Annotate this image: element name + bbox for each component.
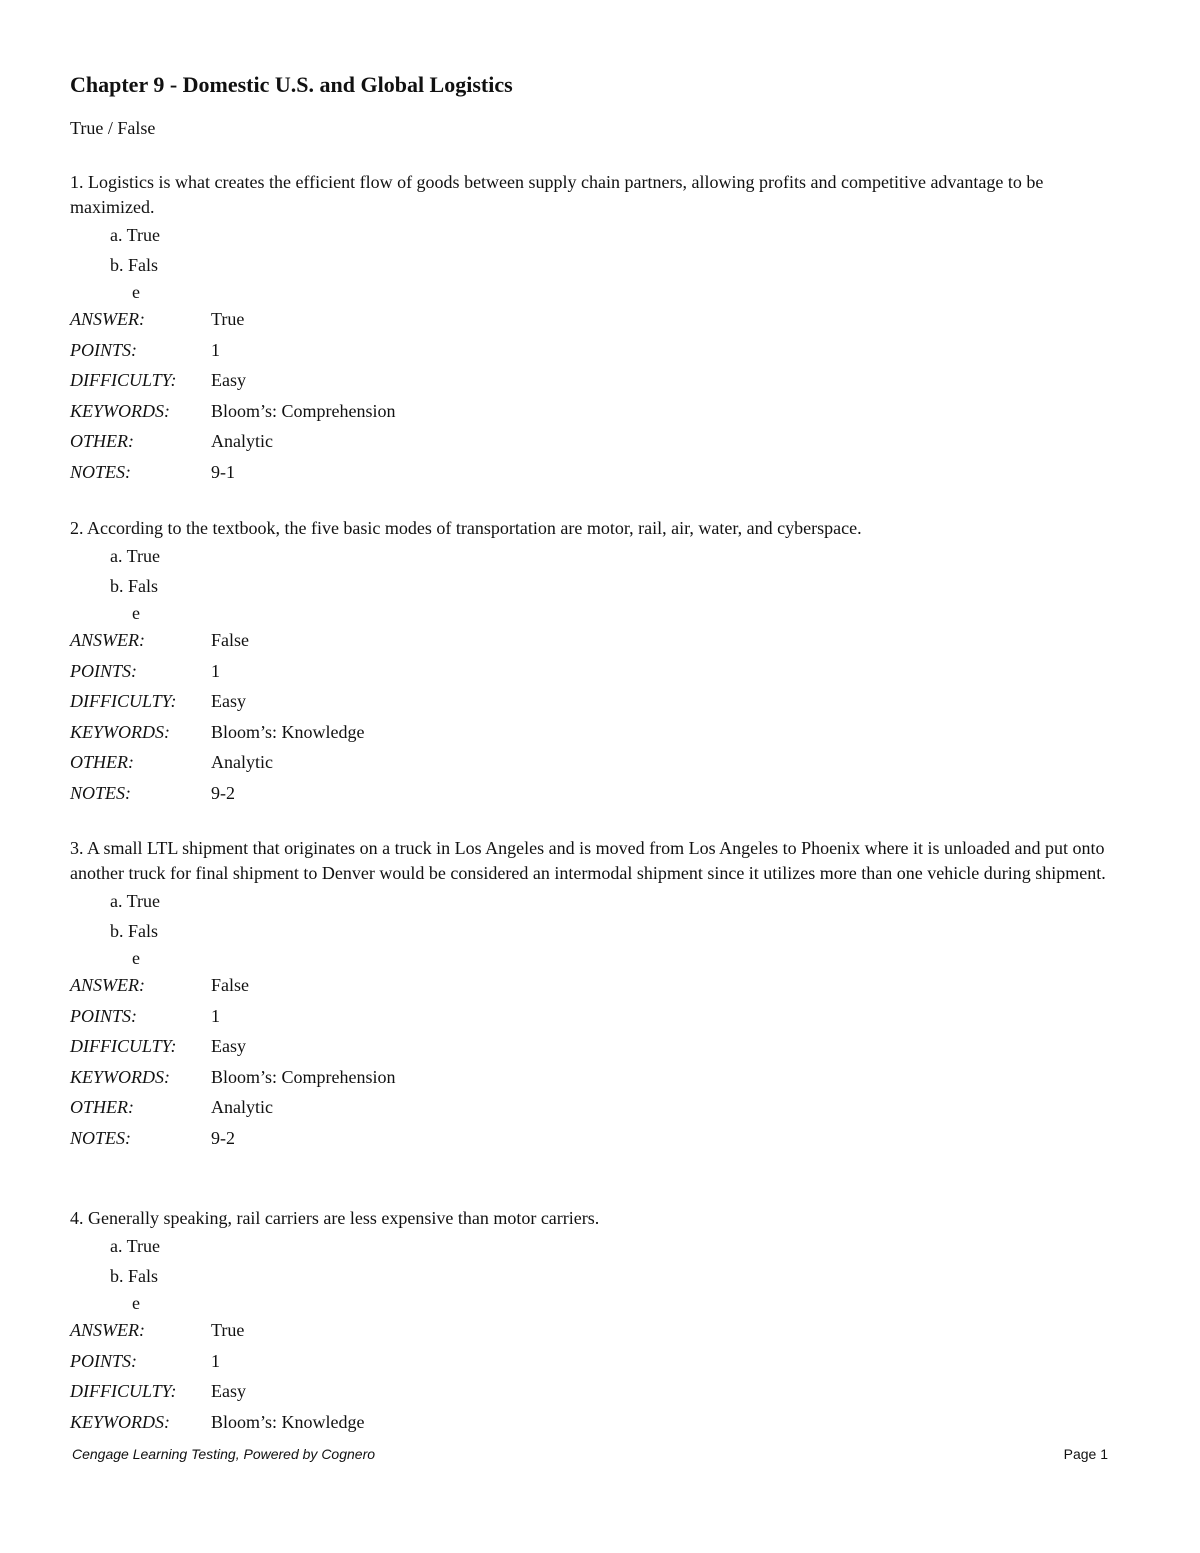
section-heading: True / False — [70, 118, 156, 138]
notes-value: 9-1 — [211, 461, 235, 482]
question-stem: 3. A small LTL shipment that originates on a truck in Los Angeles and is moved from Los Angeles to Phoenix where it is unloaded and put onto another truck for final shipment to Denver would be considered an intermodal shipment since it utilizes more than one vehicle during shipment. — [70, 838, 1106, 883]
answer-value: False — [211, 630, 249, 650]
keywords-label: KEYWORDS: — [70, 721, 170, 742]
question-stem: 4. Generally speaking, rail carriers are less expensive than motor carriers. — [70, 1208, 600, 1228]
keywords-label: KEYWORDS: — [70, 400, 170, 421]
question-stem: 1. Logistics is what creates the efficient flow of goods between supply chain partners, allowing profits and competitive advantage to be maximized. — [70, 172, 1044, 217]
difficulty-value: Easy — [211, 1036, 246, 1056]
page-title: Chapter 9 - Domestic U.S. and Global Logistics — [70, 72, 513, 97]
answer-value: True — [211, 1320, 245, 1340]
difficulty-value: Easy — [211, 691, 246, 711]
points-value: 1 — [211, 339, 220, 360]
other-value: Analytic — [211, 1097, 273, 1117]
footer-publisher: Cengage Learning Testing, Powered by Cognero — [72, 1446, 376, 1462]
option-a: a. True — [110, 225, 161, 245]
option-b-continued: e — [132, 603, 140, 623]
points-label: POINTS: — [70, 1350, 137, 1371]
notes-value: 9-2 — [211, 1127, 235, 1148]
question-1 — [70, 170, 1130, 487]
answer-value: False — [211, 975, 249, 995]
other-label: OTHER: — [70, 752, 134, 772]
question-2 — [70, 516, 1130, 808]
question-metadata — [70, 1315, 1130, 1437]
question-metadata — [70, 304, 1130, 487]
question-stem: 2. According to the textbook, the five basic modes of transportation are motor, rail, air, water, and cyberspace. — [70, 518, 862, 538]
keywords-value: Bloom’s: Comprehension — [211, 400, 396, 421]
question-3 — [70, 836, 1130, 1153]
notes-label: NOTES: — [70, 782, 132, 803]
option-a: a. True — [110, 1236, 161, 1256]
points-label: POINTS: — [70, 339, 137, 360]
other-value: Analytic — [211, 431, 273, 451]
option-b: b. Fals — [110, 1266, 159, 1286]
points-value: 1 — [211, 660, 220, 681]
option-b-continued: e — [132, 948, 140, 968]
option-b: b. Fals — [110, 255, 159, 275]
answer-label: ANSWER: — [70, 975, 145, 995]
points-label: POINTS: — [70, 660, 137, 681]
keywords-value: Bloom’s: Knowledge — [211, 721, 365, 742]
keywords-value: Bloom’s: Comprehension — [211, 1066, 396, 1087]
option-b: b. Fals — [110, 576, 159, 596]
keywords-label: KEYWORDS: — [70, 1411, 170, 1432]
difficulty-label: DIFFICULTY: — [70, 691, 177, 711]
other-label: OTHER: — [70, 431, 134, 451]
option-b-continued: e — [132, 1293, 140, 1313]
option-a: a. True — [110, 546, 161, 566]
answer-label: ANSWER: — [70, 1320, 145, 1340]
page-number: Page 1 — [1063, 1446, 1108, 1462]
question-metadata — [70, 625, 1130, 808]
question-4 — [70, 1206, 1130, 1437]
points-value: 1 — [211, 1350, 220, 1371]
answer-label: ANSWER: — [70, 309, 145, 329]
question-metadata — [70, 970, 1130, 1153]
notes-value: 9-2 — [211, 782, 235, 803]
difficulty-value: Easy — [211, 1381, 246, 1401]
points-label: POINTS: — [70, 1005, 137, 1026]
option-b: b. Fals — [110, 921, 159, 941]
other-value: Analytic — [211, 752, 273, 772]
other-label: OTHER: — [70, 1097, 134, 1117]
points-value: 1 — [211, 1005, 220, 1026]
option-a: a. True — [110, 891, 161, 911]
keywords-value: Bloom’s: Knowledge — [211, 1411, 365, 1432]
option-b-continued: e — [132, 282, 140, 302]
answer-label: ANSWER: — [70, 630, 145, 650]
difficulty-label: DIFFICULTY: — [70, 370, 177, 390]
difficulty-label: DIFFICULTY: — [70, 1381, 177, 1401]
answer-value: True — [211, 309, 245, 329]
notes-label: NOTES: — [70, 1127, 132, 1148]
notes-label: NOTES: — [70, 461, 132, 482]
keywords-label: KEYWORDS: — [70, 1066, 170, 1087]
difficulty-value: Easy — [211, 370, 246, 390]
difficulty-label: DIFFICULTY: — [70, 1036, 177, 1056]
